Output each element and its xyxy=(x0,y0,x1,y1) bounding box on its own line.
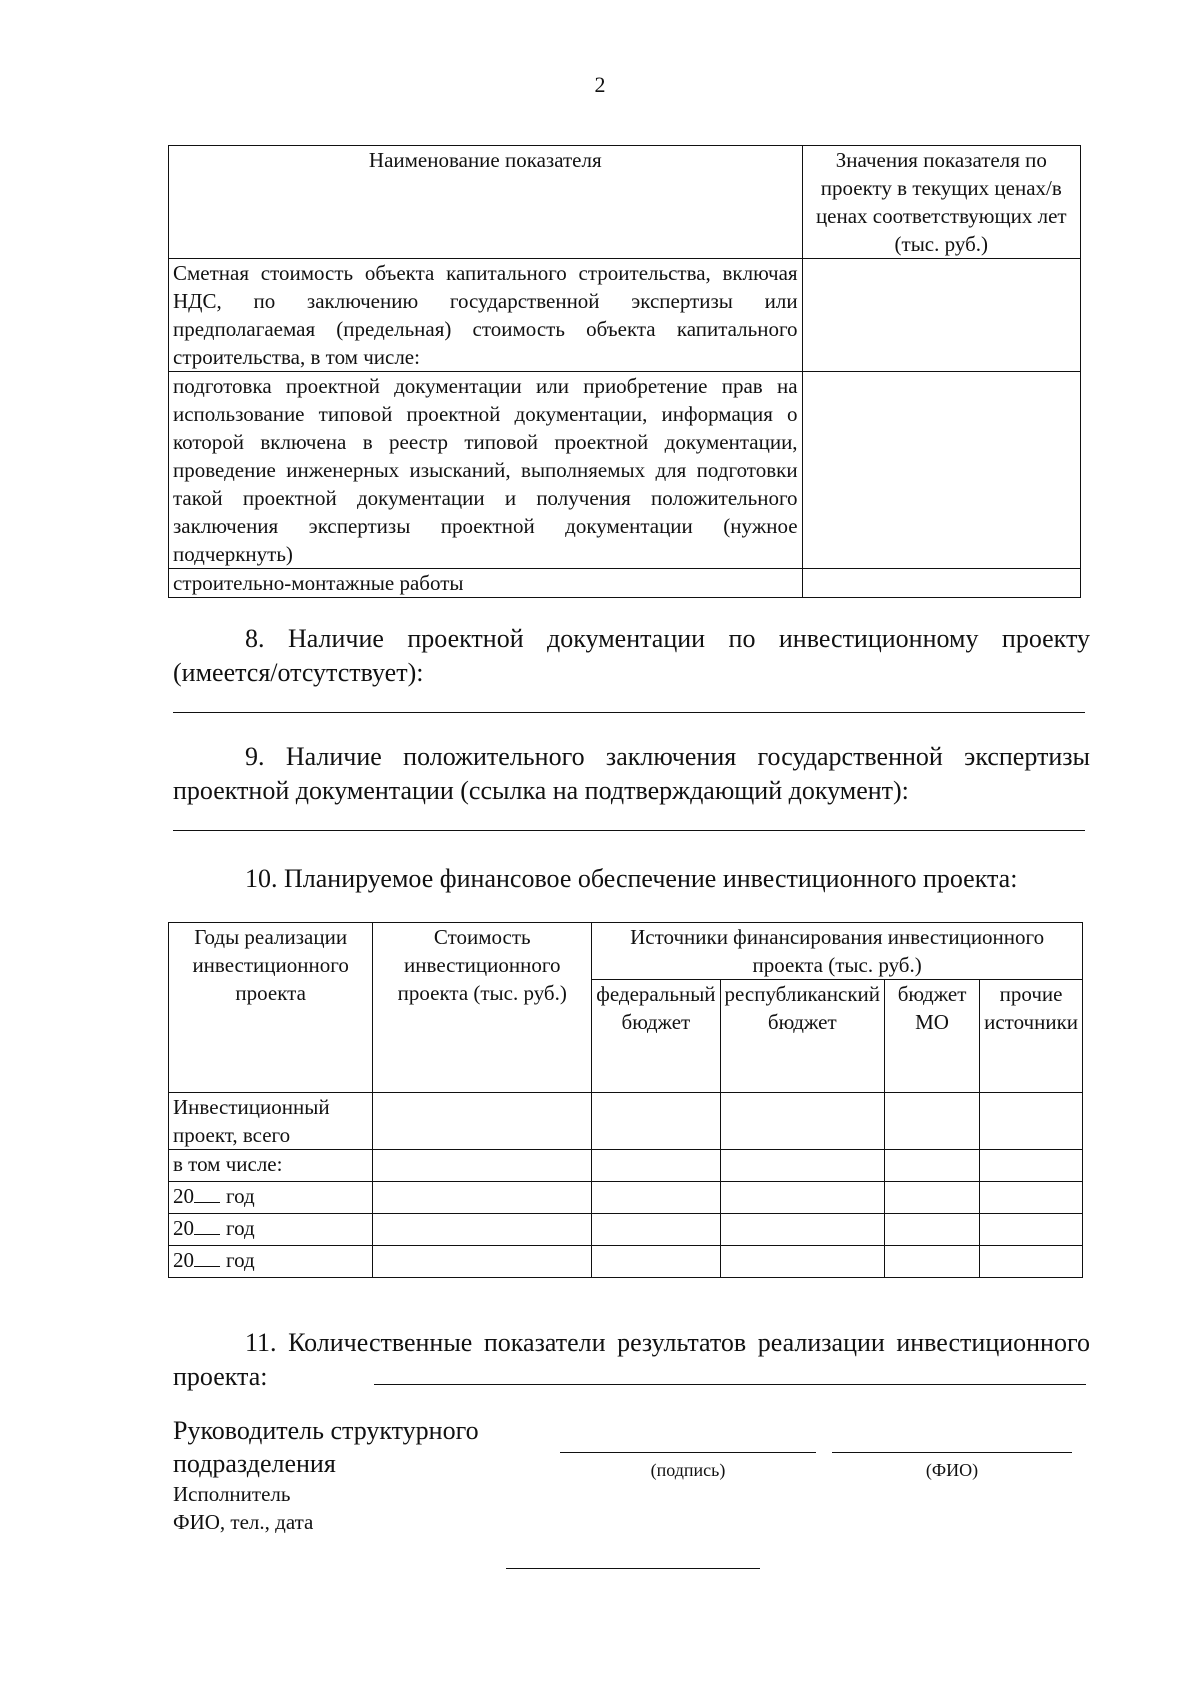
cell[interactable] xyxy=(980,1214,1083,1246)
signature-caption: (подпись) xyxy=(650,1460,726,1480)
cell[interactable] xyxy=(720,1182,884,1214)
table-row xyxy=(169,259,1081,372)
cell[interactable] xyxy=(720,1150,884,1182)
header-mo: бюджет МО xyxy=(885,980,980,1093)
row-label: Инвестиционный проект, всего xyxy=(169,1093,373,1150)
year-blank[interactable] xyxy=(194,1214,220,1235)
item-11-answer-line[interactable] xyxy=(374,1384,1086,1385)
table-row xyxy=(169,1093,1083,1150)
financing-table xyxy=(168,922,1083,1278)
row-value[interactable] xyxy=(802,569,1080,598)
cell[interactable] xyxy=(980,1150,1083,1182)
header-indicator-name: Наименование показателя xyxy=(169,146,803,259)
item-11-label: 11. Количественные показатели результатов реализации инвестиционного проекта: xyxy=(173,1328,1090,1391)
table-row xyxy=(169,372,1081,569)
year-suffix: год xyxy=(226,1184,255,1208)
cell[interactable] xyxy=(885,1246,980,1278)
cell[interactable] xyxy=(592,1246,720,1278)
item-8-text: 8. Наличие проектной документации по инвестиционному проекту (имеется/отсутствует): xyxy=(173,624,1090,687)
executor-line[interactable] xyxy=(506,1568,760,1569)
cell[interactable] xyxy=(980,1093,1083,1150)
year-prefix: 20 xyxy=(173,1184,194,1208)
cell[interactable] xyxy=(373,1214,592,1246)
cell[interactable] xyxy=(720,1246,884,1278)
table-header-row xyxy=(169,146,1081,259)
cell[interactable] xyxy=(592,1093,720,1150)
row-label xyxy=(169,1182,373,1214)
header-indicator-value: Значения показателя по проекту в текущих ценах/в ценах соответствующих лет (тыс. руб.) xyxy=(802,146,1080,259)
table-header-row xyxy=(169,923,1083,980)
year-prefix: 20 xyxy=(173,1248,194,1272)
table-row xyxy=(169,1150,1083,1182)
item-9-text: 9. Наличие положительного заключения государственной экспертизы проектной документации (ссылка на подтверждающий документ): xyxy=(173,742,1090,805)
table-row xyxy=(169,1182,1083,1214)
header-republic: республиканский бюджет xyxy=(720,980,884,1093)
item-8-answer-line[interactable] xyxy=(173,712,1085,713)
row-name: строительно-монтажные работы xyxy=(169,569,803,598)
header-other: прочие источники xyxy=(980,980,1083,1093)
row-label xyxy=(169,1214,373,1246)
cell[interactable] xyxy=(720,1093,884,1150)
row-value[interactable] xyxy=(802,259,1080,372)
cell[interactable] xyxy=(885,1150,980,1182)
row-name: Сметная стоимость объекта капитального строительства, включая НДС, по заключению государственной экспертизы или предполагаемая (предельная) стоимость объекта капитального строительства, в том числе: xyxy=(169,259,803,372)
row-name: подготовка проектной документации или приобретение прав на использование типовой проектной документации, информация о которой включена в реестр типовой проектной документации, проведение инженерных изысканий, выполняемых для подготовки такой проектной документации и получения положительного заключения экспертизы проектной документации (нужное подчеркнуть) xyxy=(169,372,803,569)
executor-label: Исполнитель xyxy=(173,1482,291,1506)
cell[interactable] xyxy=(885,1214,980,1246)
row-label: в том числе: xyxy=(169,1150,373,1182)
cell[interactable] xyxy=(373,1093,592,1150)
header-sources: Источники финансирования инвестиционного проекта (тыс. руб.) xyxy=(592,923,1083,980)
executor-block xyxy=(173,1480,313,1536)
full-name-line[interactable] xyxy=(832,1452,1072,1453)
header-federal: федеральный бюджет xyxy=(592,980,720,1093)
cell[interactable] xyxy=(980,1246,1083,1278)
table-row xyxy=(169,569,1081,598)
item-9-answer-line[interactable] xyxy=(173,830,1085,831)
executor-details: ФИО, тел., дата xyxy=(173,1510,314,1534)
cell[interactable] xyxy=(373,1150,592,1182)
cell[interactable] xyxy=(885,1093,980,1150)
cell[interactable] xyxy=(373,1182,592,1214)
signature-line[interactable] xyxy=(560,1452,816,1453)
cell[interactable] xyxy=(373,1246,592,1278)
header-cost: Стоимость инвестиционного проекта (тыс. руб.) xyxy=(373,923,592,1093)
cell[interactable] xyxy=(885,1182,980,1214)
header-years: Годы реализации инвестиционного проекта xyxy=(169,923,373,1093)
cell[interactable] xyxy=(592,1150,720,1182)
full-name-caption: (ФИО) xyxy=(925,1460,979,1480)
year-prefix: 20 xyxy=(173,1216,194,1240)
cell[interactable] xyxy=(592,1214,720,1246)
year-blank[interactable] xyxy=(194,1246,220,1267)
cell[interactable] xyxy=(980,1182,1083,1214)
cost-indicators-table xyxy=(168,145,1081,598)
signature-title: Руководитель структурного подразделения xyxy=(173,1416,479,1478)
cell[interactable] xyxy=(592,1182,720,1214)
row-value[interactable] xyxy=(802,372,1080,569)
table-row xyxy=(169,1246,1083,1278)
table-row xyxy=(169,1214,1083,1246)
cell[interactable] xyxy=(720,1214,884,1246)
year-suffix: год xyxy=(226,1248,255,1272)
row-label xyxy=(169,1246,373,1278)
year-suffix: год xyxy=(226,1216,255,1240)
year-blank[interactable] xyxy=(194,1182,220,1203)
item-10-text: 10. Планируемое финансовое обеспечение инвестиционного проекта: xyxy=(245,864,1018,893)
page-number: 2 xyxy=(594,72,606,97)
